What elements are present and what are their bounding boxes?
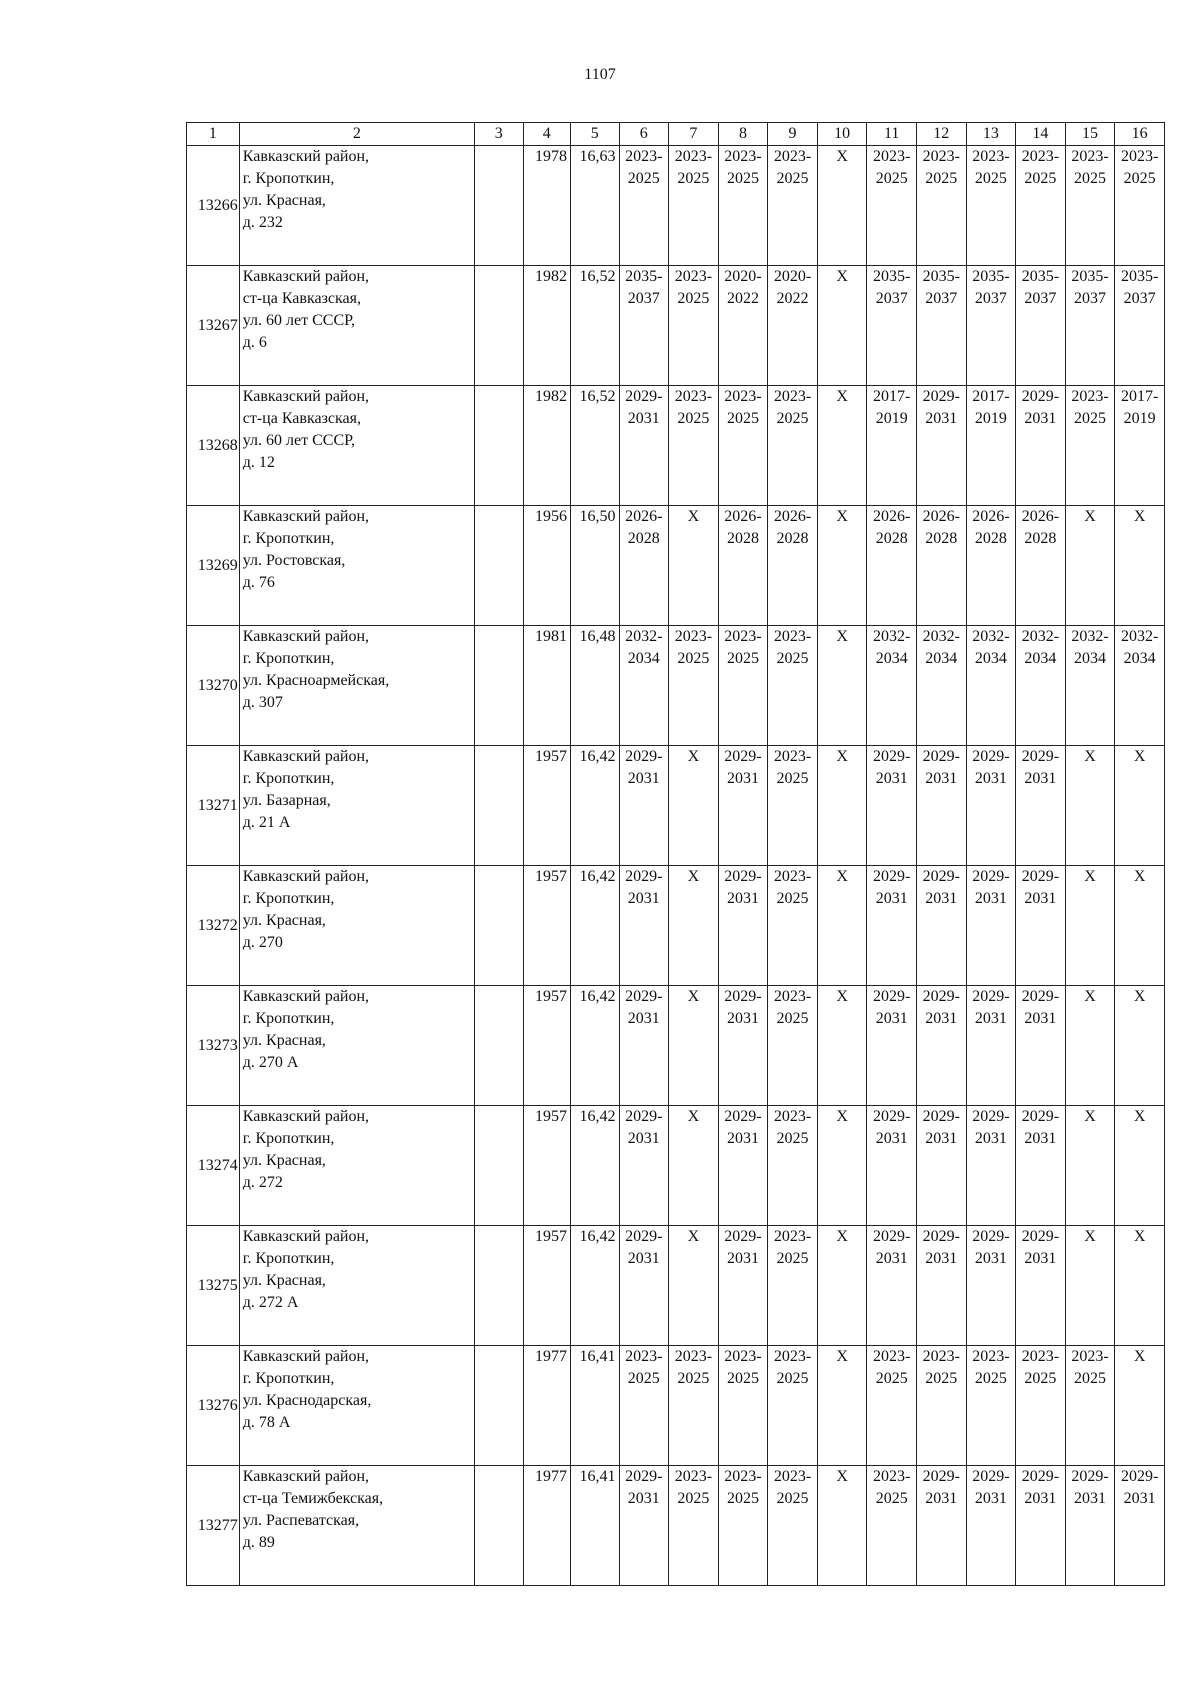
address-line: г. Кропоткин, xyxy=(242,890,335,907)
row-address xyxy=(239,146,474,266)
address-line: ул. Красная, xyxy=(242,192,326,209)
row-period-col-16: X xyxy=(1115,506,1165,626)
row-period-col-11: 2029- 2031 xyxy=(867,746,917,866)
address-line: ул. Краснодарская, xyxy=(242,1392,372,1409)
row-period-col-14: 2023- 2025 xyxy=(1016,146,1066,266)
column-header-4: 4 xyxy=(523,123,570,146)
row-period-col-13: 2029- 2031 xyxy=(966,1466,1016,1586)
row-year: 1977 xyxy=(523,1346,570,1466)
row-year: 1957 xyxy=(523,1226,570,1346)
row-period-col-10: X xyxy=(817,746,867,866)
column-header-1: 1 xyxy=(187,123,240,146)
row-period-col-13: 2029- 2031 xyxy=(966,866,1016,986)
table-row xyxy=(187,1346,1165,1466)
row-period-col-16: X xyxy=(1115,746,1165,866)
address-line: Кавказский район, xyxy=(242,628,370,645)
row-period-col-9: 2023- 2025 xyxy=(768,1106,818,1226)
row-col3 xyxy=(475,266,524,386)
row-period-col-7: X xyxy=(669,1106,719,1226)
row-period-col-10: X xyxy=(817,866,867,986)
row-period-col-10: X xyxy=(817,386,867,506)
row-period-col-8: 2029- 2031 xyxy=(718,746,768,866)
row-period-col-15: X xyxy=(1065,506,1115,626)
row-period-col-13: 2023- 2025 xyxy=(966,146,1016,266)
row-period-col-11: 2017- 2019 xyxy=(867,386,917,506)
row-period-col-11: 2029- 2031 xyxy=(867,1106,917,1226)
row-period-col-8: 2023- 2025 xyxy=(718,626,768,746)
address-line: Кавказский район, xyxy=(242,1108,370,1125)
column-header-3: 3 xyxy=(475,123,524,146)
row-period-col-13: 2023- 2025 xyxy=(966,1346,1016,1466)
row-period-col-16: X xyxy=(1115,1106,1165,1226)
row-period-col-11: 2023- 2025 xyxy=(867,1466,917,1586)
row-period-col-12: 2032- 2034 xyxy=(916,626,966,746)
row-period-col-15: 2032- 2034 xyxy=(1065,626,1115,746)
row-value: 16,42 xyxy=(571,866,620,986)
row-value: 16,50 xyxy=(571,506,620,626)
row-period-col-16: 2017- 2019 xyxy=(1115,386,1165,506)
row-id: 13269 xyxy=(187,506,240,626)
row-year: 1956 xyxy=(523,506,570,626)
row-year: 1977 xyxy=(523,1466,570,1586)
row-address xyxy=(239,1226,474,1346)
column-header-8: 8 xyxy=(718,123,768,146)
address-line: д. 270 xyxy=(242,934,283,951)
page-number: 1107 xyxy=(584,66,616,83)
row-period-col-14: 2029- 2031 xyxy=(1016,386,1066,506)
table-row xyxy=(187,266,1165,386)
address-line: д. 307 xyxy=(242,694,283,711)
address-line: Кавказский район, xyxy=(242,868,370,885)
row-id: 13273 xyxy=(187,986,240,1106)
row-period-col-11: 2032- 2034 xyxy=(867,626,917,746)
row-id: 13267 xyxy=(187,266,240,386)
row-period-col-14: 2026- 2028 xyxy=(1016,506,1066,626)
table-row xyxy=(187,1226,1165,1346)
row-value: 16,41 xyxy=(571,1346,620,1466)
row-period-col-10: X xyxy=(817,1106,867,1226)
row-period-col-14: 2023- 2025 xyxy=(1016,1346,1066,1466)
row-id: 13272 xyxy=(187,866,240,986)
row-value: 16,42 xyxy=(571,986,620,1106)
address-line: Кавказский район, xyxy=(242,748,370,765)
row-value: 16,42 xyxy=(571,746,620,866)
row-period-col-15: X xyxy=(1065,986,1115,1106)
row-period-col-8: 2029- 2031 xyxy=(718,986,768,1106)
header-row xyxy=(187,123,1165,146)
row-period-col-14: 2029- 2031 xyxy=(1016,986,1066,1106)
row-period-col-15: X xyxy=(1065,746,1115,866)
row-period-col-11: 2035- 2037 xyxy=(867,266,917,386)
row-period-col-8: 2023- 2025 xyxy=(718,146,768,266)
row-value: 16,48 xyxy=(571,626,620,746)
address-line: ул. Базарная, xyxy=(242,792,331,809)
row-period-col-16: 2035- 2037 xyxy=(1115,266,1165,386)
row-id: 13276 xyxy=(187,1346,240,1466)
address-line: Кавказский район, xyxy=(242,508,370,525)
row-period-col-16: X xyxy=(1115,866,1165,986)
row-period-col-7: X xyxy=(669,506,719,626)
address-line: ст-ца Кавказская, xyxy=(242,290,361,307)
row-period-col-10: X xyxy=(817,146,867,266)
row-period-col-7: 2023- 2025 xyxy=(669,146,719,266)
row-period-col-6: 2035- 2037 xyxy=(619,266,669,386)
row-period-col-9: 2023- 2025 xyxy=(768,866,818,986)
row-period-col-14: 2029- 2031 xyxy=(1016,1226,1066,1346)
row-period-col-6: 2029- 2031 xyxy=(619,986,669,1106)
row-period-col-7: X xyxy=(669,986,719,1106)
row-period-col-15: 2023- 2025 xyxy=(1065,386,1115,506)
row-year: 1978 xyxy=(523,146,570,266)
row-period-col-6: 2029- 2031 xyxy=(619,1106,669,1226)
row-value: 16,41 xyxy=(571,1466,620,1586)
row-address xyxy=(239,626,474,746)
column-header-13: 13 xyxy=(966,123,1016,146)
row-period-col-7: 2023- 2025 xyxy=(669,266,719,386)
row-period-col-16: X xyxy=(1115,986,1165,1106)
row-period-col-15: X xyxy=(1065,866,1115,986)
address-line: д. 6 xyxy=(242,334,267,351)
row-period-col-14: 2029- 2031 xyxy=(1016,1466,1066,1586)
row-col3 xyxy=(475,986,524,1106)
column-header-10: 10 xyxy=(817,123,867,146)
row-period-col-9: 2023- 2025 xyxy=(768,146,818,266)
column-header-7: 7 xyxy=(669,123,719,146)
address-line: Кавказский район, xyxy=(242,148,370,165)
row-period-col-12: 2026- 2028 xyxy=(916,506,966,626)
row-year: 1982 xyxy=(523,386,570,506)
row-period-col-12: 2023- 2025 xyxy=(916,146,966,266)
address-line: Кавказский район, xyxy=(242,1468,370,1485)
address-line: ул. 60 лет СССР, xyxy=(242,432,356,449)
row-period-col-7: 2023- 2025 xyxy=(669,1346,719,1466)
address-line: Кавказский район, xyxy=(242,988,370,1005)
row-id: 13277 xyxy=(187,1466,240,1586)
row-year: 1957 xyxy=(523,1106,570,1226)
address-line: ст-ца Темижбекская, xyxy=(242,1490,384,1507)
row-period-col-10: X xyxy=(817,1346,867,1466)
address-line: Кавказский район, xyxy=(242,1228,370,1245)
column-header-16: 16 xyxy=(1115,123,1165,146)
row-period-col-12: 2029- 2031 xyxy=(916,1226,966,1346)
housing-registry-table xyxy=(186,122,1165,1586)
row-period-col-6: 2029- 2031 xyxy=(619,386,669,506)
row-year: 1957 xyxy=(523,986,570,1106)
table-row xyxy=(187,746,1165,866)
row-period-col-8: 2029- 2031 xyxy=(718,1106,768,1226)
row-period-col-10: X xyxy=(817,626,867,746)
row-period-col-14: 2029- 2031 xyxy=(1016,866,1066,986)
row-value: 16,52 xyxy=(571,266,620,386)
table-row xyxy=(187,986,1165,1106)
row-period-col-6: 2029- 2031 xyxy=(619,746,669,866)
row-period-col-8: 2029- 2031 xyxy=(718,1226,768,1346)
address-line: ул. Распеватская, xyxy=(242,1512,360,1529)
row-id: 13274 xyxy=(187,1106,240,1226)
row-period-col-10: X xyxy=(817,1466,867,1586)
row-period-col-12: 2035- 2037 xyxy=(916,266,966,386)
row-col3 xyxy=(475,626,524,746)
column-header-6: 6 xyxy=(619,123,669,146)
table-row xyxy=(187,866,1165,986)
row-period-col-6: 2029- 2031 xyxy=(619,1226,669,1346)
address-line: д. 76 xyxy=(242,574,275,591)
row-period-col-14: 2032- 2034 xyxy=(1016,626,1066,746)
row-id: 13275 xyxy=(187,1226,240,1346)
row-period-col-6: 2029- 2031 xyxy=(619,866,669,986)
row-period-col-9: 2020- 2022 xyxy=(768,266,818,386)
address-line: д. 21 А xyxy=(242,814,291,831)
row-period-col-8: 2023- 2025 xyxy=(718,1466,768,1586)
row-period-col-16: X xyxy=(1115,1346,1165,1466)
row-period-col-7: X xyxy=(669,866,719,986)
row-period-col-8: 2020- 2022 xyxy=(718,266,768,386)
row-address xyxy=(239,1466,474,1586)
row-period-col-6: 2029- 2031 xyxy=(619,1466,669,1586)
row-period-col-10: X xyxy=(817,506,867,626)
table-row xyxy=(187,146,1165,266)
row-period-col-6: 2023- 2025 xyxy=(619,1346,669,1466)
row-col3 xyxy=(475,1106,524,1226)
row-period-col-15: X xyxy=(1065,1106,1115,1226)
address-line: ул. Ростовская, xyxy=(242,552,346,569)
row-period-col-13: 2035- 2037 xyxy=(966,266,1016,386)
row-period-col-13: 2026- 2028 xyxy=(966,506,1016,626)
row-period-col-10: X xyxy=(817,1226,867,1346)
row-period-col-13: 2032- 2034 xyxy=(966,626,1016,746)
row-period-col-12: 2029- 2031 xyxy=(916,746,966,866)
row-col3 xyxy=(475,1226,524,1346)
table-header xyxy=(187,123,1165,146)
row-period-col-15: 2023- 2025 xyxy=(1065,146,1115,266)
row-year: 1982 xyxy=(523,266,570,386)
row-col3 xyxy=(475,146,524,266)
row-address xyxy=(239,266,474,386)
row-period-col-12: 2023- 2025 xyxy=(916,1346,966,1466)
row-period-col-13: 2029- 2031 xyxy=(966,1106,1016,1226)
row-period-col-9: 2026- 2028 xyxy=(768,506,818,626)
address-line: г. Кропоткин, xyxy=(242,650,335,667)
row-period-col-7: 2023- 2025 xyxy=(669,1466,719,1586)
row-period-col-15: 2029- 2031 xyxy=(1065,1466,1115,1586)
row-period-col-9: 2023- 2025 xyxy=(768,626,818,746)
address-line: г. Кропоткин, xyxy=(242,1010,335,1027)
address-line: д. 232 xyxy=(242,214,283,231)
row-period-col-13: 2029- 2031 xyxy=(966,746,1016,866)
row-year: 1957 xyxy=(523,746,570,866)
row-address xyxy=(239,866,474,986)
row-period-col-8: 2029- 2031 xyxy=(718,866,768,986)
row-address xyxy=(239,986,474,1106)
column-header-5: 5 xyxy=(571,123,620,146)
row-period-col-11: 2023- 2025 xyxy=(867,146,917,266)
row-period-col-12: 2029- 2031 xyxy=(916,1106,966,1226)
address-line: Кавказский район, xyxy=(242,1348,370,1365)
table-row xyxy=(187,1466,1165,1586)
row-address xyxy=(239,386,474,506)
address-line: г. Кропоткин, xyxy=(242,770,335,787)
row-id: 13270 xyxy=(187,626,240,746)
address-line: ул. Красная, xyxy=(242,1272,326,1289)
row-period-col-16: X xyxy=(1115,1226,1165,1346)
row-period-col-11: 2023- 2025 xyxy=(867,1346,917,1466)
column-header-2: 2 xyxy=(239,123,474,146)
row-period-col-9: 2023- 2025 xyxy=(768,1346,818,1466)
row-value: 16,52 xyxy=(571,386,620,506)
row-period-col-8: 2026- 2028 xyxy=(718,506,768,626)
row-col3 xyxy=(475,1466,524,1586)
row-period-col-6: 2026- 2028 xyxy=(619,506,669,626)
table-row xyxy=(187,386,1165,506)
address-line: Кавказский район, xyxy=(242,268,370,285)
address-line: ст-ца Кавказская, xyxy=(242,410,361,427)
row-period-col-7: X xyxy=(669,746,719,866)
address-line: д. 89 xyxy=(242,1534,275,1551)
address-line: г. Кропоткин, xyxy=(242,530,335,547)
row-period-col-12: 2029- 2031 xyxy=(916,866,966,986)
address-line: ул. Красноармейская, xyxy=(242,672,390,689)
row-period-col-11: 2029- 2031 xyxy=(867,866,917,986)
column-header-14: 14 xyxy=(1016,123,1066,146)
column-header-11: 11 xyxy=(867,123,917,146)
row-period-col-13: 2029- 2031 xyxy=(966,986,1016,1106)
row-col3 xyxy=(475,1346,524,1466)
row-period-col-6: 2023- 2025 xyxy=(619,146,669,266)
row-period-col-12: 2029- 2031 xyxy=(916,386,966,506)
row-col3 xyxy=(475,866,524,986)
row-id: 13271 xyxy=(187,746,240,866)
row-period-col-11: 2029- 2031 xyxy=(867,1226,917,1346)
address-line: ул. Красная, xyxy=(242,912,326,929)
row-address xyxy=(239,1106,474,1226)
row-period-col-16: 2023- 2025 xyxy=(1115,146,1165,266)
row-period-col-14: 2035- 2037 xyxy=(1016,266,1066,386)
row-period-col-6: 2032- 2034 xyxy=(619,626,669,746)
row-col3 xyxy=(475,506,524,626)
column-header-15: 15 xyxy=(1065,123,1115,146)
row-col3 xyxy=(475,746,524,866)
address-line: ул. Красная, xyxy=(242,1032,326,1049)
address-line: Кавказский район, xyxy=(242,388,370,405)
row-address xyxy=(239,746,474,866)
address-line: г. Кропоткин, xyxy=(242,1130,335,1147)
row-year: 1957 xyxy=(523,866,570,986)
row-period-col-9: 2023- 2025 xyxy=(768,1226,818,1346)
row-period-col-14: 2029- 2031 xyxy=(1016,746,1066,866)
row-period-col-12: 2029- 2031 xyxy=(916,1466,966,1586)
column-header-12: 12 xyxy=(916,123,966,146)
table-body xyxy=(187,146,1165,1586)
row-address xyxy=(239,506,474,626)
row-period-col-8: 2023- 2025 xyxy=(718,386,768,506)
table-row xyxy=(187,626,1165,746)
column-header-9: 9 xyxy=(768,123,818,146)
address-line: д. 78 А xyxy=(242,1414,291,1431)
row-period-col-8: 2023- 2025 xyxy=(718,1346,768,1466)
row-period-col-13: 2029- 2031 xyxy=(966,1226,1016,1346)
row-period-col-16: 2029- 2031 xyxy=(1115,1466,1165,1586)
address-line: ул. Красная, xyxy=(242,1152,326,1169)
address-line: д. 270 А xyxy=(242,1054,299,1071)
row-period-col-15: X xyxy=(1065,1226,1115,1346)
table-row xyxy=(187,506,1165,626)
table-row xyxy=(187,1106,1165,1226)
row-id: 13268 xyxy=(187,386,240,506)
row-period-col-9: 2023- 2025 xyxy=(768,1466,818,1586)
row-period-col-7: 2023- 2025 xyxy=(669,626,719,746)
address-line: г. Кропоткин, xyxy=(242,1370,335,1387)
row-period-col-11: 2026- 2028 xyxy=(867,506,917,626)
row-year: 1981 xyxy=(523,626,570,746)
row-period-col-13: 2017- 2019 xyxy=(966,386,1016,506)
address-line: г. Кропоткин, xyxy=(242,1250,335,1267)
row-id: 13266 xyxy=(187,146,240,266)
row-period-col-15: 2023- 2025 xyxy=(1065,1346,1115,1466)
row-period-col-16: 2032- 2034 xyxy=(1115,626,1165,746)
row-col3 xyxy=(475,386,524,506)
row-period-col-15: 2035- 2037 xyxy=(1065,266,1115,386)
address-line: ул. 60 лет СССР, xyxy=(242,312,356,329)
address-line: д. 12 xyxy=(242,454,275,471)
row-value: 16,42 xyxy=(571,1106,620,1226)
row-period-col-14: 2029- 2031 xyxy=(1016,1106,1066,1226)
row-period-col-7: X xyxy=(669,1226,719,1346)
row-period-col-10: X xyxy=(817,266,867,386)
row-period-col-10: X xyxy=(817,986,867,1106)
row-value: 16,42 xyxy=(571,1226,620,1346)
row-period-col-9: 2023- 2025 xyxy=(768,746,818,866)
row-period-col-12: 2029- 2031 xyxy=(916,986,966,1106)
row-period-col-9: 2023- 2025 xyxy=(768,986,818,1106)
address-line: д. 272 xyxy=(242,1174,283,1191)
row-value: 16,63 xyxy=(571,146,620,266)
row-period-col-11: 2029- 2031 xyxy=(867,986,917,1106)
row-period-col-9: 2023- 2025 xyxy=(768,386,818,506)
address-line: г. Кропоткин, xyxy=(242,170,335,187)
row-period-col-7: 2023- 2025 xyxy=(669,386,719,506)
row-address xyxy=(239,1346,474,1466)
address-line: д. 272 А xyxy=(242,1294,299,1311)
